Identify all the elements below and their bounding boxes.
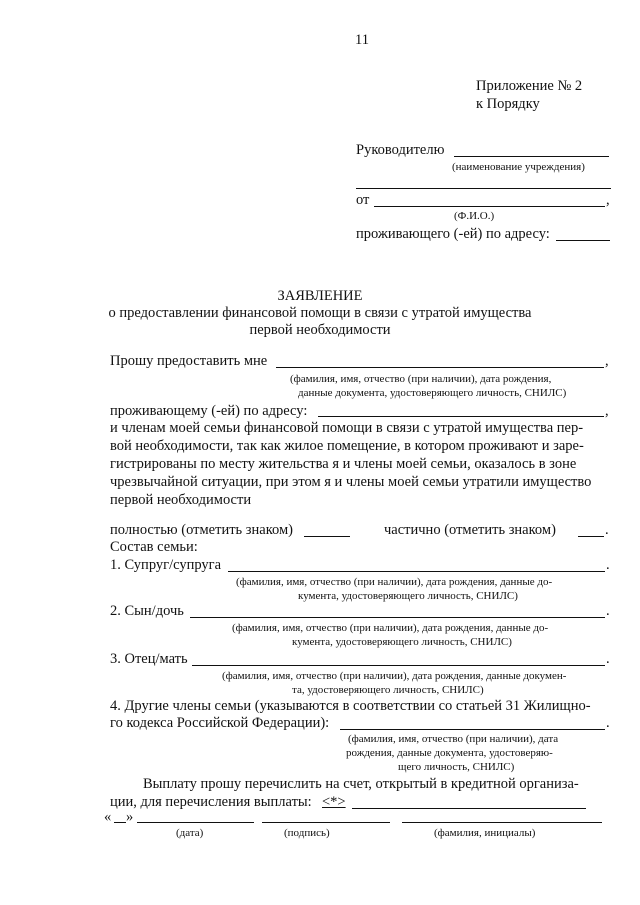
institution-hint: (наименование учреждения)	[452, 161, 585, 173]
request-address-label: проживающему (-ей) по адресу:	[110, 403, 308, 419]
child-period: .	[606, 603, 610, 619]
spouse-period: .	[606, 557, 610, 573]
fio-comma: ,	[606, 192, 610, 208]
parent-label: 3. Отец/мать	[110, 651, 188, 667]
residing-address-field[interactable]	[556, 240, 610, 241]
institution-field-line-2[interactable]	[356, 188, 611, 189]
name-initials-hint: (фамилия, инициалы)	[434, 827, 536, 839]
request-paragraph-line: вой необходимости, так как жилое помещение, в котором проживают и заре-	[110, 438, 584, 454]
loss-period: .	[605, 522, 609, 538]
payment-account-field[interactable]	[352, 808, 586, 809]
residing-label: проживающего (-ей) по адресу:	[356, 226, 550, 242]
signature-field[interactable]	[262, 822, 390, 823]
signature-hint: (подпись)	[284, 827, 330, 839]
date-hint: (дата)	[176, 827, 204, 839]
loss-partial-label: частично (отметить знаком)	[384, 522, 556, 538]
request-paragraph-line: гистрированы по месту жительства я и члены моей семьи, оказалось в зоне	[110, 456, 577, 472]
spouse-hint-2: кумента, удостоверяющего личность, СНИЛС)	[298, 590, 518, 602]
payment-line-1: Выплату прошу перечислить на счет, открытый в кредитной организа-	[143, 776, 579, 792]
payment-footnote-mark: <*>	[322, 794, 346, 810]
child-label: 2. Сын/дочь	[110, 603, 184, 619]
request-ask: Прошу предоставить мне	[110, 353, 268, 369]
child-hint-2: кумента, удостоверяющего личность, СНИЛС)	[292, 636, 512, 648]
family-heading: Состав семьи:	[110, 539, 198, 555]
date-day-field[interactable]	[114, 822, 126, 823]
loss-full-label: полностью (отметить знаком)	[110, 522, 293, 538]
parent-field[interactable]	[192, 665, 605, 666]
request-paragraph-line: и членам моей семьи финансовой помощи в связи с утратой имущества пер-	[110, 420, 584, 436]
date-quote-open: «	[104, 809, 112, 825]
child-field[interactable]	[190, 617, 605, 618]
date-field[interactable]	[137, 822, 254, 823]
parent-hint-2: та, удостоверяющего личность, СНИЛС)	[292, 684, 484, 696]
fio-hint: (Ф.И.О.)	[454, 210, 495, 222]
spouse-field[interactable]	[228, 571, 605, 572]
applicant-field[interactable]	[276, 367, 604, 368]
document-subtitle-line-1: о предоставлении финансовой помощи в связи с утратой имущества	[108, 305, 532, 321]
spouse-hint-1: (фамилия, имя, отчество (при наличии), дата рождения, данные до-	[236, 576, 553, 588]
request-paragraph-line: чрезвычайной ситуации, при этом я и члены моей семьи утратили имущество	[110, 474, 592, 490]
page-number: 11	[355, 32, 369, 48]
applicant-hint-2: данные документа, удостоверяющего личность, СНИЛС)	[298, 387, 567, 399]
others-label-line-2: го кодекса Российской Федерации):	[110, 715, 330, 731]
date-quote-close: »	[126, 809, 134, 825]
others-hint-2: рождения, данные документа, удостоверяю-	[346, 747, 553, 759]
document-title: ЗАЯВЛЕНИЕ	[277, 288, 363, 304]
spouse-label: 1. Супруг/супруга	[110, 557, 222, 573]
from-label: от	[356, 192, 370, 208]
applicant-comma: ,	[605, 353, 609, 369]
institution-field[interactable]	[454, 156, 609, 157]
addressee-to-head: Руководителю	[356, 142, 445, 158]
applicant-hint-1: (фамилия, имя, отчество (при наличии), дата рождения,	[290, 373, 552, 385]
name-initials-field[interactable]	[402, 822, 602, 823]
parent-period: .	[606, 651, 610, 667]
request-address-comma: ,	[605, 403, 609, 419]
others-hint-1: (фамилия, имя, отчество (при наличии), дата	[348, 733, 559, 745]
others-hint-3: щего личность, СНИЛС)	[398, 761, 515, 773]
applicant-address-field[interactable]	[318, 416, 604, 417]
loss-partial-mark-field[interactable]	[578, 536, 604, 537]
document-subtitle-line-2: первой необходимости	[249, 322, 391, 338]
child-hint-1: (фамилия, имя, отчество (при наличии), дата рождения, данные до-	[232, 622, 549, 634]
others-label-line-1: 4. Другие члены семьи (указываются в соответствии со статьей 31 Жилищно-	[110, 698, 591, 714]
payment-line-2: ции, для перечисления выплаты:	[110, 794, 312, 810]
loss-full-mark-field[interactable]	[304, 536, 350, 537]
appendix-line-2: к Порядку	[476, 96, 540, 112]
others-field[interactable]	[340, 729, 605, 730]
parent-hint-1: (фамилия, имя, отчество (при наличии), дата рождения, данные докумен-	[222, 670, 567, 682]
fio-field[interactable]	[374, 206, 605, 207]
request-paragraph-line: первой необходимости	[110, 492, 252, 508]
others-period: .	[606, 715, 610, 731]
appendix-line-1: Приложение № 2	[476, 78, 583, 94]
